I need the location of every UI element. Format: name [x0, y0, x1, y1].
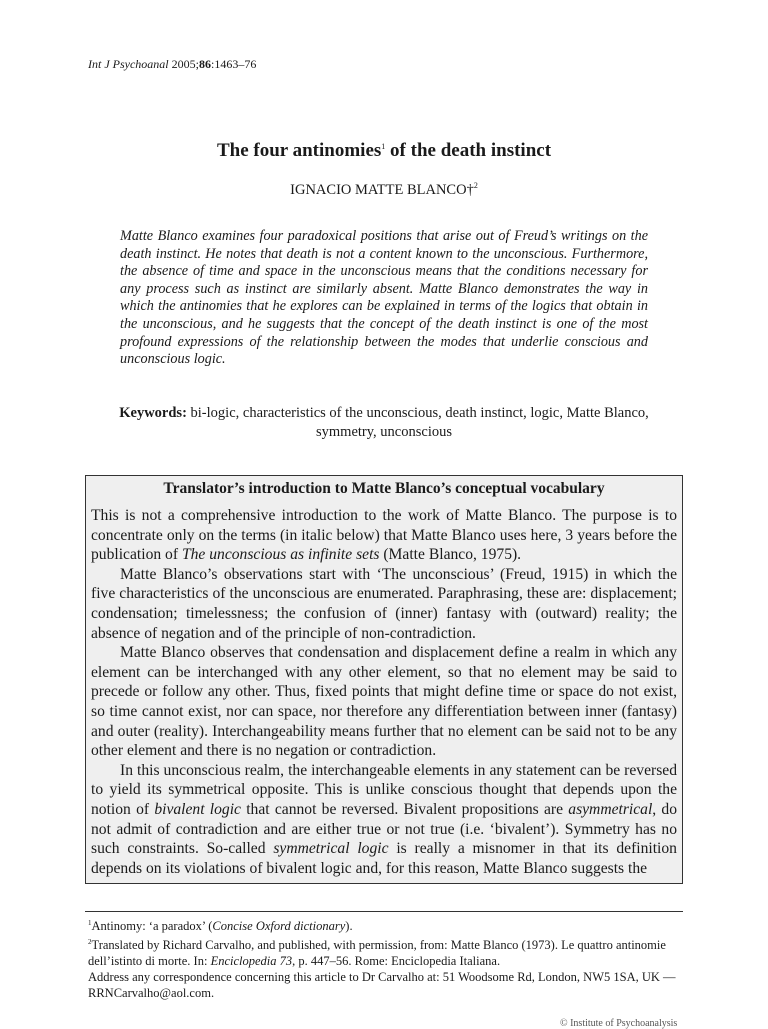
- keywords-label: Keywords:: [119, 405, 187, 421]
- author-name: IGNACIO MATTE BLANCO: [290, 182, 467, 198]
- journal-name: Int J Psychoanal: [88, 57, 169, 71]
- footnotes: [88, 915, 678, 1001]
- text-run: Antinomy: ‘a paradox’ (: [91, 919, 213, 933]
- text-run: , p. 447–56. Rome: Enciclopedia Italiana.: [292, 954, 501, 968]
- author-dagger: †: [466, 182, 474, 198]
- italic-run: asymmetrical: [568, 800, 653, 818]
- italic-run: The unconscious as infinite sets: [181, 546, 380, 564]
- footnote-2: [88, 934, 678, 969]
- box-body: [91, 506, 677, 878]
- text-run: that cannot be reversed. Bivalent propositions are: [240, 800, 569, 818]
- abstract: Matte Blanco examines four paradoxical positions that arise out of Freud’s writings on the death instinct. He notes that death is not a content known to the unconscious. Furthermore, the absence of time and space in the unconscious means that the conditions necessary for any process such as instinct are similarly absent. Matte Blanco demonstrates the way in which the antinomies that he explores can be explained in terms of the logics that obtain in the unconscious, and he suggests that the concept of the death instinct is one of the most profound expressions of the relationship between the modes that underlie conscious and unconscious logic.: [120, 228, 648, 368]
- keywords-text: bi-logic, characteristics of the unconscious, death instinct, logic, Matte Blanco, symmetry, unconscious: [186, 405, 649, 440]
- text-run: This is not a comprehensive introduction to the work of Matte Blanco. The purpose is to concentrate only on the terms (in italic below) that Matte Blanco uses here, 3 years before the publication of: [91, 507, 677, 564]
- title-footnote-mark: 1: [381, 142, 386, 151]
- footnote-mark: 2: [88, 938, 92, 946]
- text-run: Translated by Richard Carvalho, and published, with permission, from: Matte Blanco (1973). Le quattro antinomie dell’istinto di morte. In:: [88, 938, 666, 968]
- italic-run: symmetrical logic: [273, 840, 389, 858]
- text-run: ).: [345, 919, 353, 933]
- box-paragraph-4: [91, 761, 677, 879]
- footnote-1: [88, 915, 678, 934]
- text-run: , do not admit of contradiction and are either true or not true (i.e. ‘bivalent’). Symmetry has no such constraints. So-called: [91, 800, 678, 858]
- box-paragraph-2: Matte Blanco’s observations start with ‘The unconscious’ (Freud, 1915) in which the five characteristics of the unconscious are enumerated. Paraphrasing, these are: displacement; condensation; timelessness; the confusion of (inner) fantasy with (outward) reality; the absence of negation and of the principle of non-contradiction.: [91, 565, 677, 642]
- article-title: [0, 140, 768, 162]
- journal-pages: :1463–76: [211, 57, 257, 71]
- box-paragraph-1: [91, 506, 677, 565]
- journal-volume: 86: [199, 57, 211, 71]
- keywords: [118, 404, 650, 442]
- text-run: (Matte Blanco, 1975).: [379, 546, 522, 564]
- author-line: [0, 181, 768, 199]
- copyright-notice: © Institute of Psychoanalysis: [560, 1018, 678, 1029]
- author-footnote-mark: 2: [473, 181, 478, 190]
- title-text: The four antinomies: [216, 140, 382, 161]
- journal-year: 2005;: [171, 57, 199, 71]
- italic-run: bivalent logic: [154, 800, 241, 818]
- footnote-mark: 1: [88, 919, 92, 927]
- correspondence-address: Address any correspondence concerning this article to Dr Carvalho at: 51 Woodsome Rd, London, NW5 1SA, UK — RRNCarvalho@aol.com.: [88, 970, 676, 1000]
- box-title: Translator’s introduction to Matte Blanco’s conceptual vocabulary: [163, 480, 605, 497]
- footnote-divider: [85, 911, 683, 912]
- text-run: is really a misnomer in that its definition depends on its violations of bivalent logic and, for this reason, Matte Blanco suggests the: [91, 840, 677, 877]
- italic-run: Enciclopedia 73: [210, 954, 293, 968]
- text-run: In this unconscious realm, the interchangeable elements in any statement can be reversed to yield its symmetrical opposite. This is unlike conscious thought that depends upon the notion of: [91, 761, 677, 818]
- translator-introduction-box: [85, 475, 683, 884]
- italic-run: Concise Oxford dictionary: [212, 919, 346, 933]
- journal-citation: [88, 57, 256, 72]
- box-paragraph-3: Matte Blanco observes that condensation and displacement define a realm in which any element can be interchanged with any other element, so that no element may be said to precede or follow any other. Thus, fixed points that might define time or space do not exist, so time cannot exist, nor can space, nor therefore any differentiation between inner (fantasy) and outer (reality). Interchangeability means further that no element can be said not to be any other element and there is no negation or contradiction.: [91, 644, 677, 760]
- title-rest: of the death instinct: [385, 140, 552, 161]
